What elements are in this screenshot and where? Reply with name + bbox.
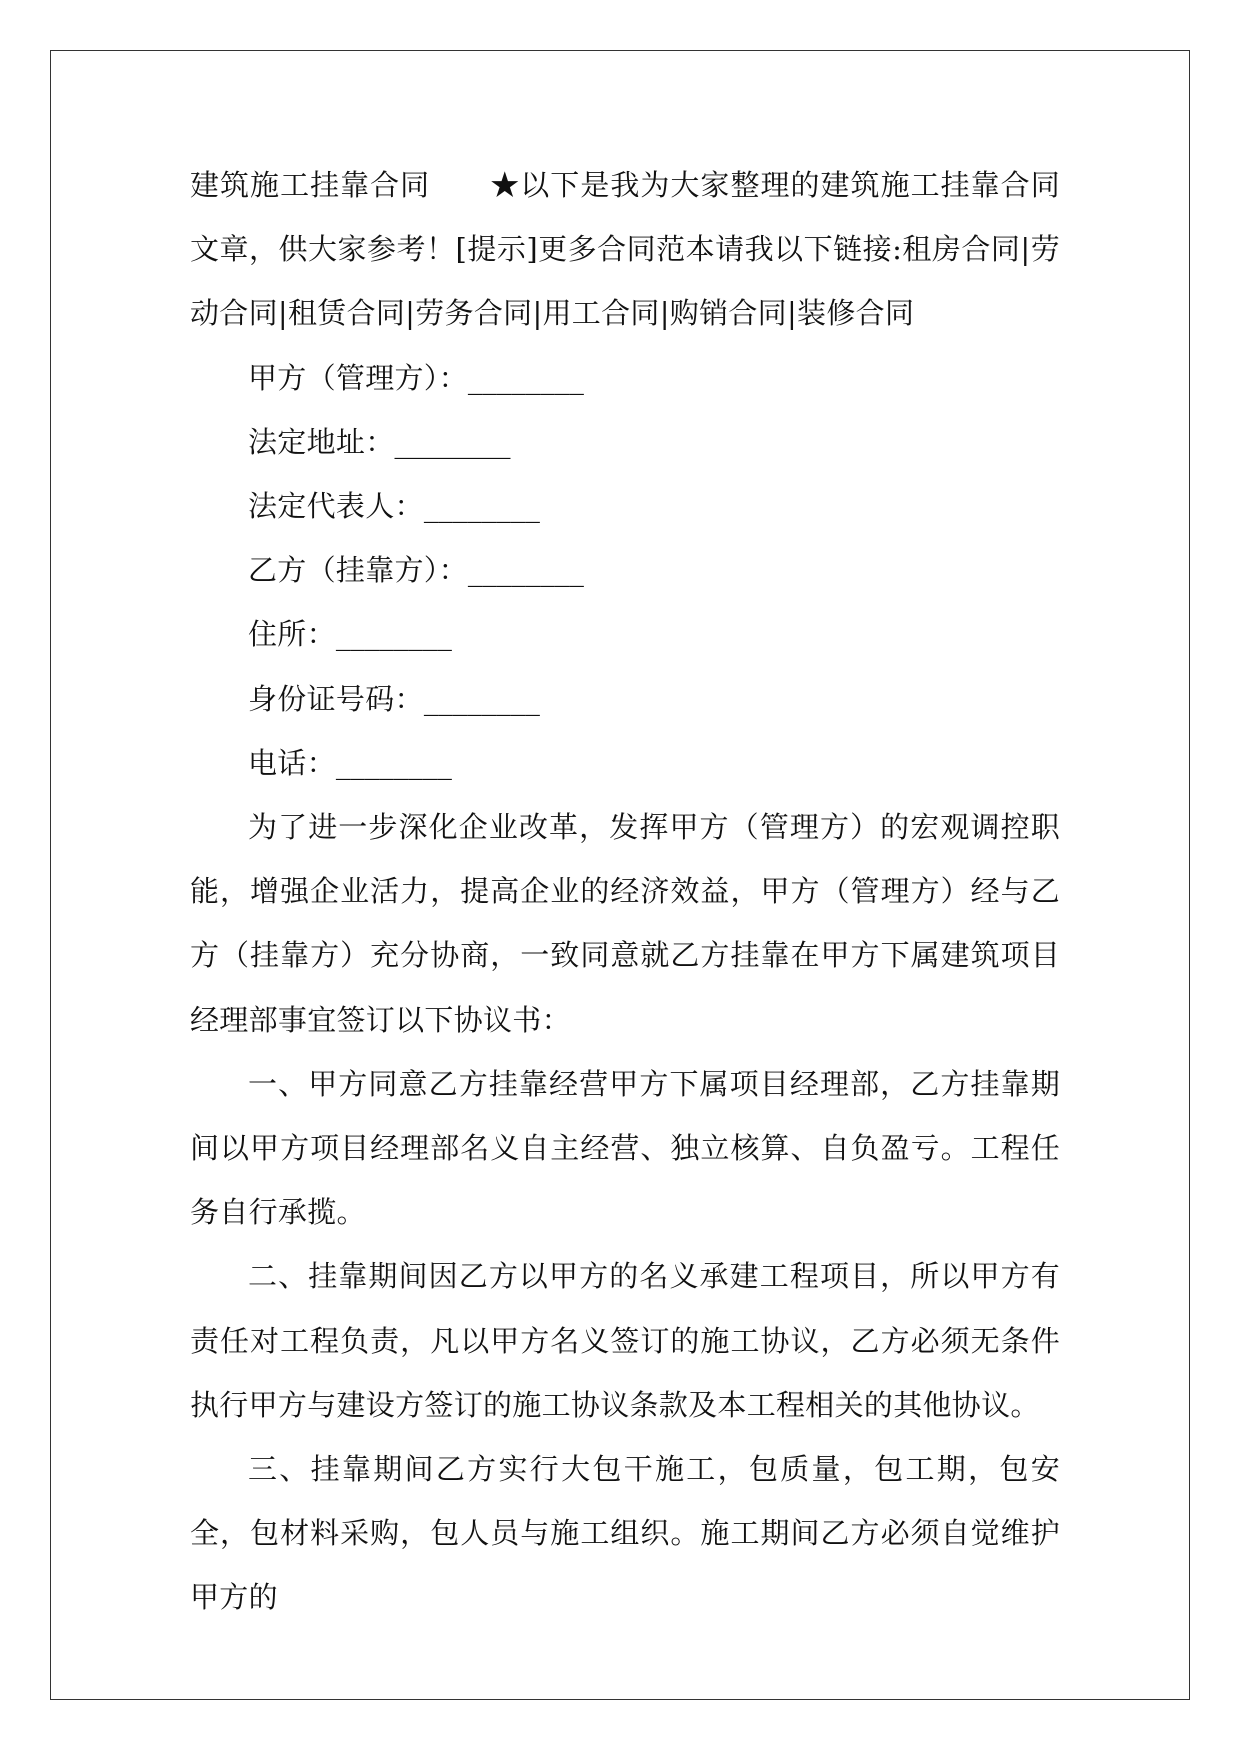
fill-blank: ________ (423, 489, 540, 524)
id-number-field (190, 667, 1060, 731)
fill-blank: ________ (335, 745, 452, 780)
clause-3-paragraph: 三、挂靠期间乙方实行大包干施工，包质量，包工期，包安全，包材料采购，包人员与施工组织。施工期间乙方必须自觉维护甲方的 (190, 1452, 1060, 1615)
field-label: 乙方（挂靠方）： (248, 553, 468, 588)
fill-blank: ________ (467, 553, 584, 588)
clause-1-paragraph: 一、甲方同意乙方挂靠经营甲方下属项目经理部，乙方挂靠期间以甲方项目经理部名义自主经营、独立核算、自负盈亏。工程任务自行承揽。 (190, 1066, 1060, 1230)
field-label: 住所： (248, 617, 336, 652)
clause-2-paragraph: 二、挂靠期间因乙方以甲方的名义承建工程项目，所以甲方有责任对工程负责，凡以甲方名义签订的施工协议，乙方必须无条件执行甲方与建设方签订的施工协议条款及本工程相关的其他协议。 (190, 1259, 1060, 1422)
field-label: 电话： (248, 745, 336, 780)
preamble-paragraph: 为了进一步深化企业改革，发挥甲方（管理方）的宏观调控职能，增强企业活力，提高企业的经济效益，甲方（管理方）经与乙方（挂靠方）充分协商，一致同意就乙方挂靠在甲方下属建筑项目经理部事宜签订以下协议书： (190, 810, 1060, 1037)
field-label: 甲方（管理方）： (248, 360, 468, 395)
fill-blank: ________ (467, 360, 584, 395)
field-label: 法定代表人： (248, 489, 424, 524)
document-body (190, 153, 1060, 1630)
fill-blank: ________ (423, 681, 540, 716)
fill-blank: ________ (394, 424, 511, 459)
legal-address-field (190, 410, 1060, 474)
party-b-field (190, 538, 1060, 602)
field-label: 身份证号码： (248, 681, 424, 716)
party-a-field (190, 346, 1060, 410)
legal-representative-field (190, 474, 1060, 538)
residence-field (190, 602, 1060, 666)
phone-field (190, 731, 1060, 795)
intro-paragraph: 建筑施工挂靠合同 ★以下是我为大家整理的建筑施工挂靠合同文章，供大家参考！[提示]更多合同范本请我以下链接:租房合同|劳动合同|租赁合同|劳务合同|用工合同|购销合同|装修合同 (190, 168, 1060, 331)
fill-blank: ________ (335, 617, 452, 652)
field-label: 法定地址： (248, 424, 395, 459)
